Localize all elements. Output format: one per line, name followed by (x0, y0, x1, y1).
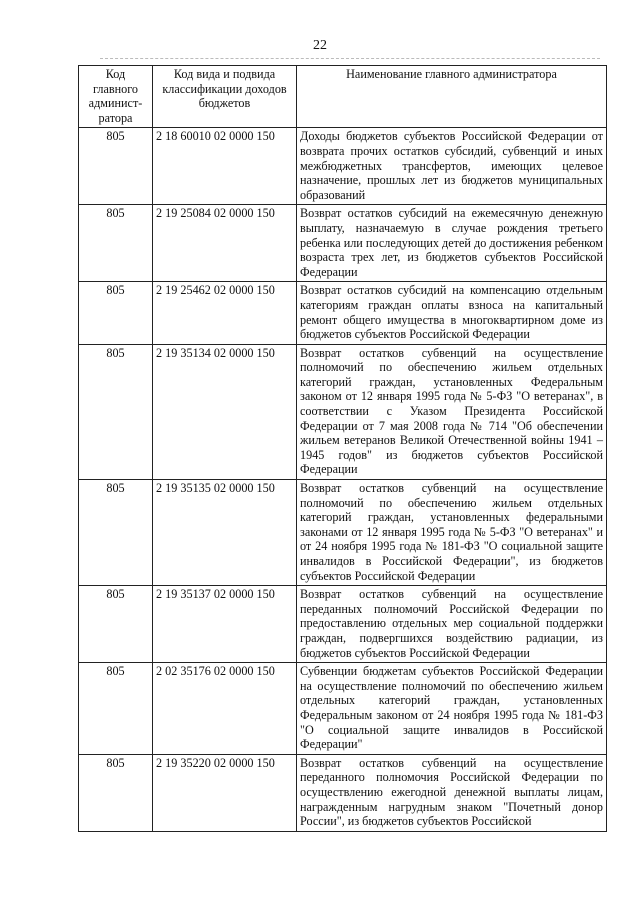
page-number: 22 (313, 38, 327, 53)
admin-code-cell: 805 (79, 282, 153, 344)
admin-code-cell: 805 (79, 663, 153, 755)
table-row (79, 663, 607, 755)
income-code-cell: 2 19 25084 02 0000 150 (153, 205, 297, 282)
admin-name-cell: Возврат остатков субвенций на осуществление переданных полномочий Российской Федерации по предоставлению отдельных мер социальной поддержки граждан, подвергшихся воздействию радиации, из бюджетов субъектов Российской Федерации (297, 586, 607, 663)
table-row (79, 282, 607, 344)
income-code-cell: 2 19 35220 02 0000 150 (153, 754, 297, 831)
table-row (79, 754, 607, 831)
admin-name-cell: Возврат остатков субвенций на осуществление полномочий по обеспечению жильем отдельных категорий граждан, установленных Федеральным законом от 12 января 1995 года № 5-ФЗ "О ветеранах", в соответствии с Указом Президента Российской Федерации от 7 мая 2008 года № 714 "Об обеспечении жильем ветеранов Великой Отечественной войны 1941 – 1945 годов" из бюджетов субъектов Российской Федерации (297, 344, 607, 479)
admin-name-cell: Возврат остатков субвенций на осуществление полномочий по обеспечению жильем отдельных категорий граждан, установленных федеральными законами от 12 января 1995 года № 5-ФЗ "О ветеранах" и от 24 ноября 1995 года № 181-ФЗ "О социальной защите инвалидов в Российской Федерации", из бюджетов субъектов Российской Федерации (297, 480, 607, 586)
header-admin-code: Код главного админист-ратора (79, 66, 153, 128)
table-header-row (79, 66, 607, 128)
table-row (79, 128, 607, 205)
admin-code-cell: 805 (79, 754, 153, 831)
income-code-cell: 2 18 60010 02 0000 150 (153, 128, 297, 205)
admin-code-cell: 805 (79, 344, 153, 479)
income-code-cell: 2 19 35137 02 0000 150 (153, 586, 297, 663)
admin-name-cell: Субвенции бюджетам субъектов Российской Федерации на осуществление полномочий по обеспечению жильем отдельных категорий граждан, установленных Федеральным законом от 24 ноября 1995 года № 181-ФЗ "О социальной защите инвалидов в Российской Федерации" (297, 663, 607, 755)
admin-code-cell: 805 (79, 205, 153, 282)
header-income-code: Код вида и подвида классификации доходов бюджетов (153, 66, 297, 128)
admin-name-cell: Возврат остатков субвенций на осуществление переданного полномочия Российской Федерации по осуществлению ежегодной денежной выплаты лицам, награжденным нагрудным знаком "Почетный донор России", из бюджетов субъектов Российской (297, 754, 607, 831)
admin-code-cell: 805 (79, 480, 153, 586)
table-row (79, 586, 607, 663)
income-code-cell: 2 19 35135 02 0000 150 (153, 480, 297, 586)
table-row (79, 205, 607, 282)
income-code-cell: 2 19 35134 02 0000 150 (153, 344, 297, 479)
admin-code-cell: 805 (79, 128, 153, 205)
admin-name-cell: Возврат остатков субсидий на ежемесячную денежную выплату, назначаемую в случае рождения третьего ребенка или последующих детей до достижения ребенком возраста трех лет, из бюджетов субъектов Российской Федерации (297, 205, 607, 282)
income-code-cell: 2 19 25462 02 0000 150 (153, 282, 297, 344)
admin-name-cell: Возврат остатков субсидий на компенсацию отдельным категориям граждан оплаты взноса на капитальный ремонт общего имущества в многоквартирном доме из бюджетов субъектов Российской Федерации (297, 282, 607, 344)
table-row (79, 480, 607, 586)
admin-code-cell: 805 (79, 586, 153, 663)
administrators-table (78, 65, 607, 832)
table-row (79, 344, 607, 479)
scan-artifact-line (100, 58, 600, 59)
admin-name-cell: Доходы бюджетов субъектов Российской Федерации от возврата прочих остатков субсидий, субвенций и иных межбюджетных трансфертов, имеющих целевое назначение, прошлых лет из бюджетов муниципальных образований (297, 128, 607, 205)
header-admin-name: Наименование главного администратора (297, 66, 607, 128)
income-code-cell: 2 02 35176 02 0000 150 (153, 663, 297, 755)
